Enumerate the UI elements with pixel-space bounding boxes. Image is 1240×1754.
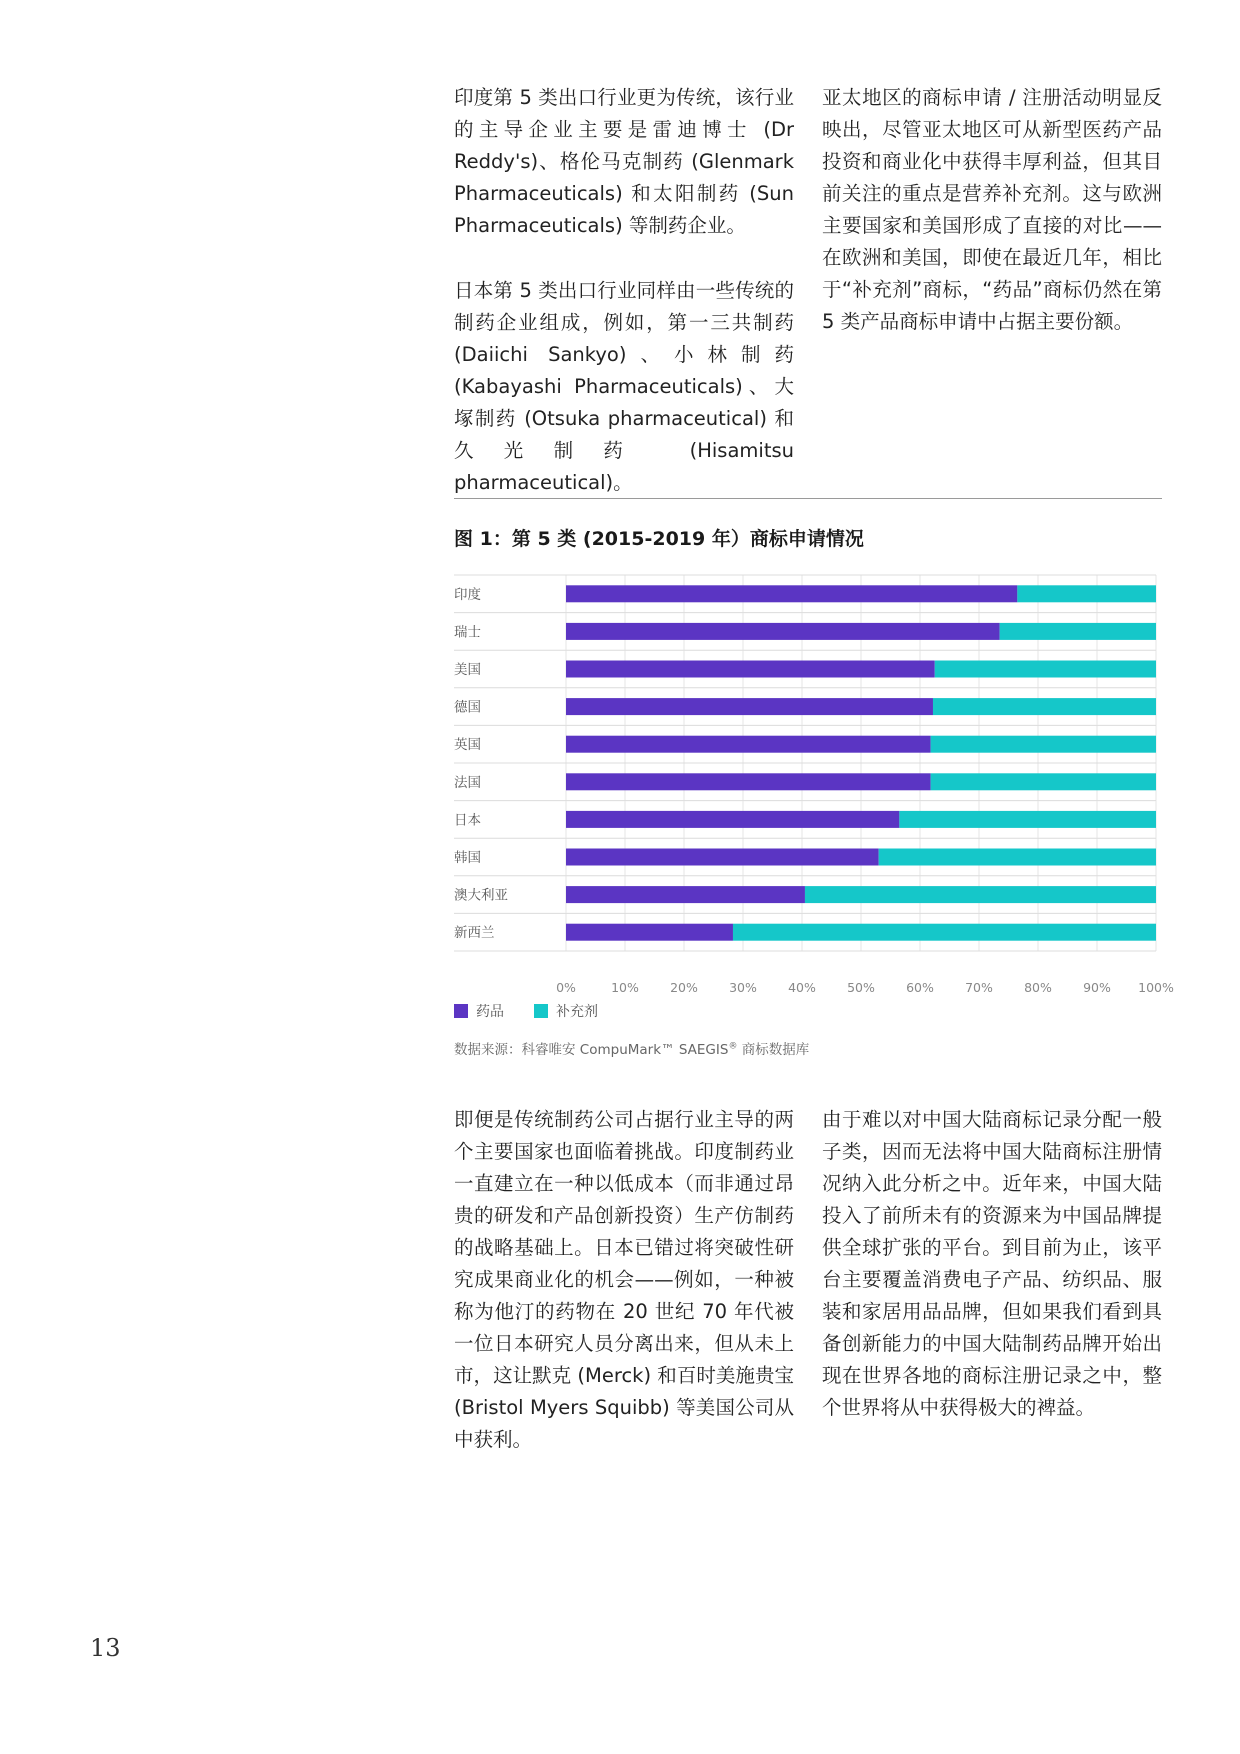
paragraph-challenges: 即便是传统制药公司占据行业主导的两个主要国家也面临着挑战。印度制药业一直建立在一种以低成本（而非通过昂贵的研发和产品创新投资）生产仿制药的战略基础上。日本已错过将突破性研究成果商业化的机会——例如，一种被称为他汀的药物在 20 世纪 70 年代被一位日本研究人员分离出来，但从未上市，这让默克 (Merck) 和百时美施贵宝 (Bristol Myers Squibb) 等美国公司从中获利。 xyxy=(454,1108,794,1451)
x-tick-label: 60% xyxy=(906,980,934,995)
bar-supplement xyxy=(899,811,1156,828)
x-tick-label: 90% xyxy=(1083,980,1111,995)
paragraph-china: 由于难以对中国大陆商标记录分配一般子类，因而无法将中国大陆商标注册情况纳入此分析之中。近年来，中国大陆投入了前所未有的资源来为中国品牌提供全球扩张的平台。到目前为止，该平台主要覆盖消费电子产品、纺织品、服装和家居用品品牌，但如果我们看到具备创新能力的中国大陆制药品牌开始出现在世界各地的商标注册记录之中，整个世界将从中获得极大的裨益。 xyxy=(822,1108,1162,1419)
category-label: 美国 xyxy=(454,662,481,678)
bar-drug xyxy=(566,698,933,715)
legend-label-drug: 药品 xyxy=(476,1004,504,1020)
bar-supplement xyxy=(931,736,1156,753)
top-right-column xyxy=(822,82,1162,371)
category-label: 新西兰 xyxy=(454,925,495,942)
bar-supplement xyxy=(933,698,1156,715)
category-label: 德国 xyxy=(454,699,481,716)
x-tick-label: 40% xyxy=(788,980,816,995)
registered-mark: ® xyxy=(728,1041,738,1052)
bar-supplement xyxy=(1000,623,1156,640)
category-label: 澳大利亚 xyxy=(454,887,508,904)
category-label: 英国 xyxy=(454,737,481,754)
bar-drug xyxy=(566,773,931,790)
legend-swatch-supplement xyxy=(534,1004,548,1018)
x-tick-label: 30% xyxy=(729,980,757,995)
x-tick-label: 100% xyxy=(1138,980,1174,995)
bar-drug xyxy=(566,924,733,941)
chart-legend xyxy=(454,1001,628,1021)
bar-drug xyxy=(566,849,879,866)
bar-supplement xyxy=(733,924,1156,941)
bar-drug xyxy=(566,736,931,753)
x-tick-label: 80% xyxy=(1024,980,1052,995)
bar-supplement xyxy=(935,661,1156,678)
x-tick-label: 10% xyxy=(611,980,639,995)
bar-supplement xyxy=(931,773,1156,790)
bottom-left-column xyxy=(454,1104,794,1489)
category-label: 法国 xyxy=(454,774,481,791)
legend-swatch-drug xyxy=(454,1004,468,1018)
source-suffix: 商标数据库 xyxy=(737,1042,810,1058)
paragraph-apac: 亚太地区的商标申请 / 注册活动明显反映出，尽管亚太地区可从新型医药产品投资和商业化中获得丰厚利益，但其目前关注的重点是营养补充剂。这与欧洲主要国家和美国形成了直接的对比——在欧洲和美国，即使在最近几年，相比于“补充剂”商标，“药品”商标仍然在第 5 类产品商标申请中占据主要份额。 xyxy=(822,86,1162,333)
bar-drug xyxy=(566,585,1017,602)
category-label: 瑞士 xyxy=(454,624,481,641)
section-divider xyxy=(454,498,1162,499)
bottom-right-column xyxy=(822,1104,1162,1457)
category-label: 日本 xyxy=(454,812,481,829)
top-left-column xyxy=(454,82,794,532)
page-number: 13 xyxy=(90,1634,121,1662)
bar-drug xyxy=(566,886,805,903)
figure-title: 图 1：第 5 类 (2015-2019 年）商标申请情况 xyxy=(454,528,864,550)
x-tick-label: 70% xyxy=(965,980,993,995)
category-label: 印度 xyxy=(454,586,481,603)
x-tick-label: 50% xyxy=(847,980,875,995)
bar-supplement xyxy=(805,886,1156,903)
paragraph-india: 印度第 5 类出口行业更为传统，该行业的主导企业主要是雷迪博士 (Dr Reddy's)、格伦马克制药 (Glenmark Pharmaceuticals) 和太阳制药 (Sun Pharmaceuticals) 等制药企业。 xyxy=(454,86,794,237)
legend-label-supplement: 补充剂 xyxy=(556,1004,598,1020)
category-label: 韩国 xyxy=(454,850,481,866)
bar-supplement xyxy=(1017,585,1156,602)
data-source-note xyxy=(454,1038,809,1058)
bar-supplement xyxy=(879,849,1156,866)
x-tick-label: 0% xyxy=(556,980,576,995)
x-tick-label: 20% xyxy=(670,980,698,995)
bar-drug xyxy=(566,811,899,828)
legend-item-supplement xyxy=(534,1001,598,1021)
bar-drug xyxy=(566,661,935,678)
bar-drug xyxy=(566,623,1000,640)
legend-item-drug xyxy=(454,1001,504,1021)
paragraph-japan: 日本第 5 类出口行业同样由一些传统的制药企业组成，例如，第一三共制药 (Daiichi Sankyo)、小林制药 (Kabayashi Pharmaceuticals)、大塚制药 (Otsuka pharmaceutical) 和久光制药 (Hisamitsu pharmaceutical)。 xyxy=(454,279,794,494)
stacked-bar-chart xyxy=(454,575,1174,995)
source-text: 数据来源：科睿唯安 CompuMark™ SAEGIS xyxy=(454,1042,729,1058)
